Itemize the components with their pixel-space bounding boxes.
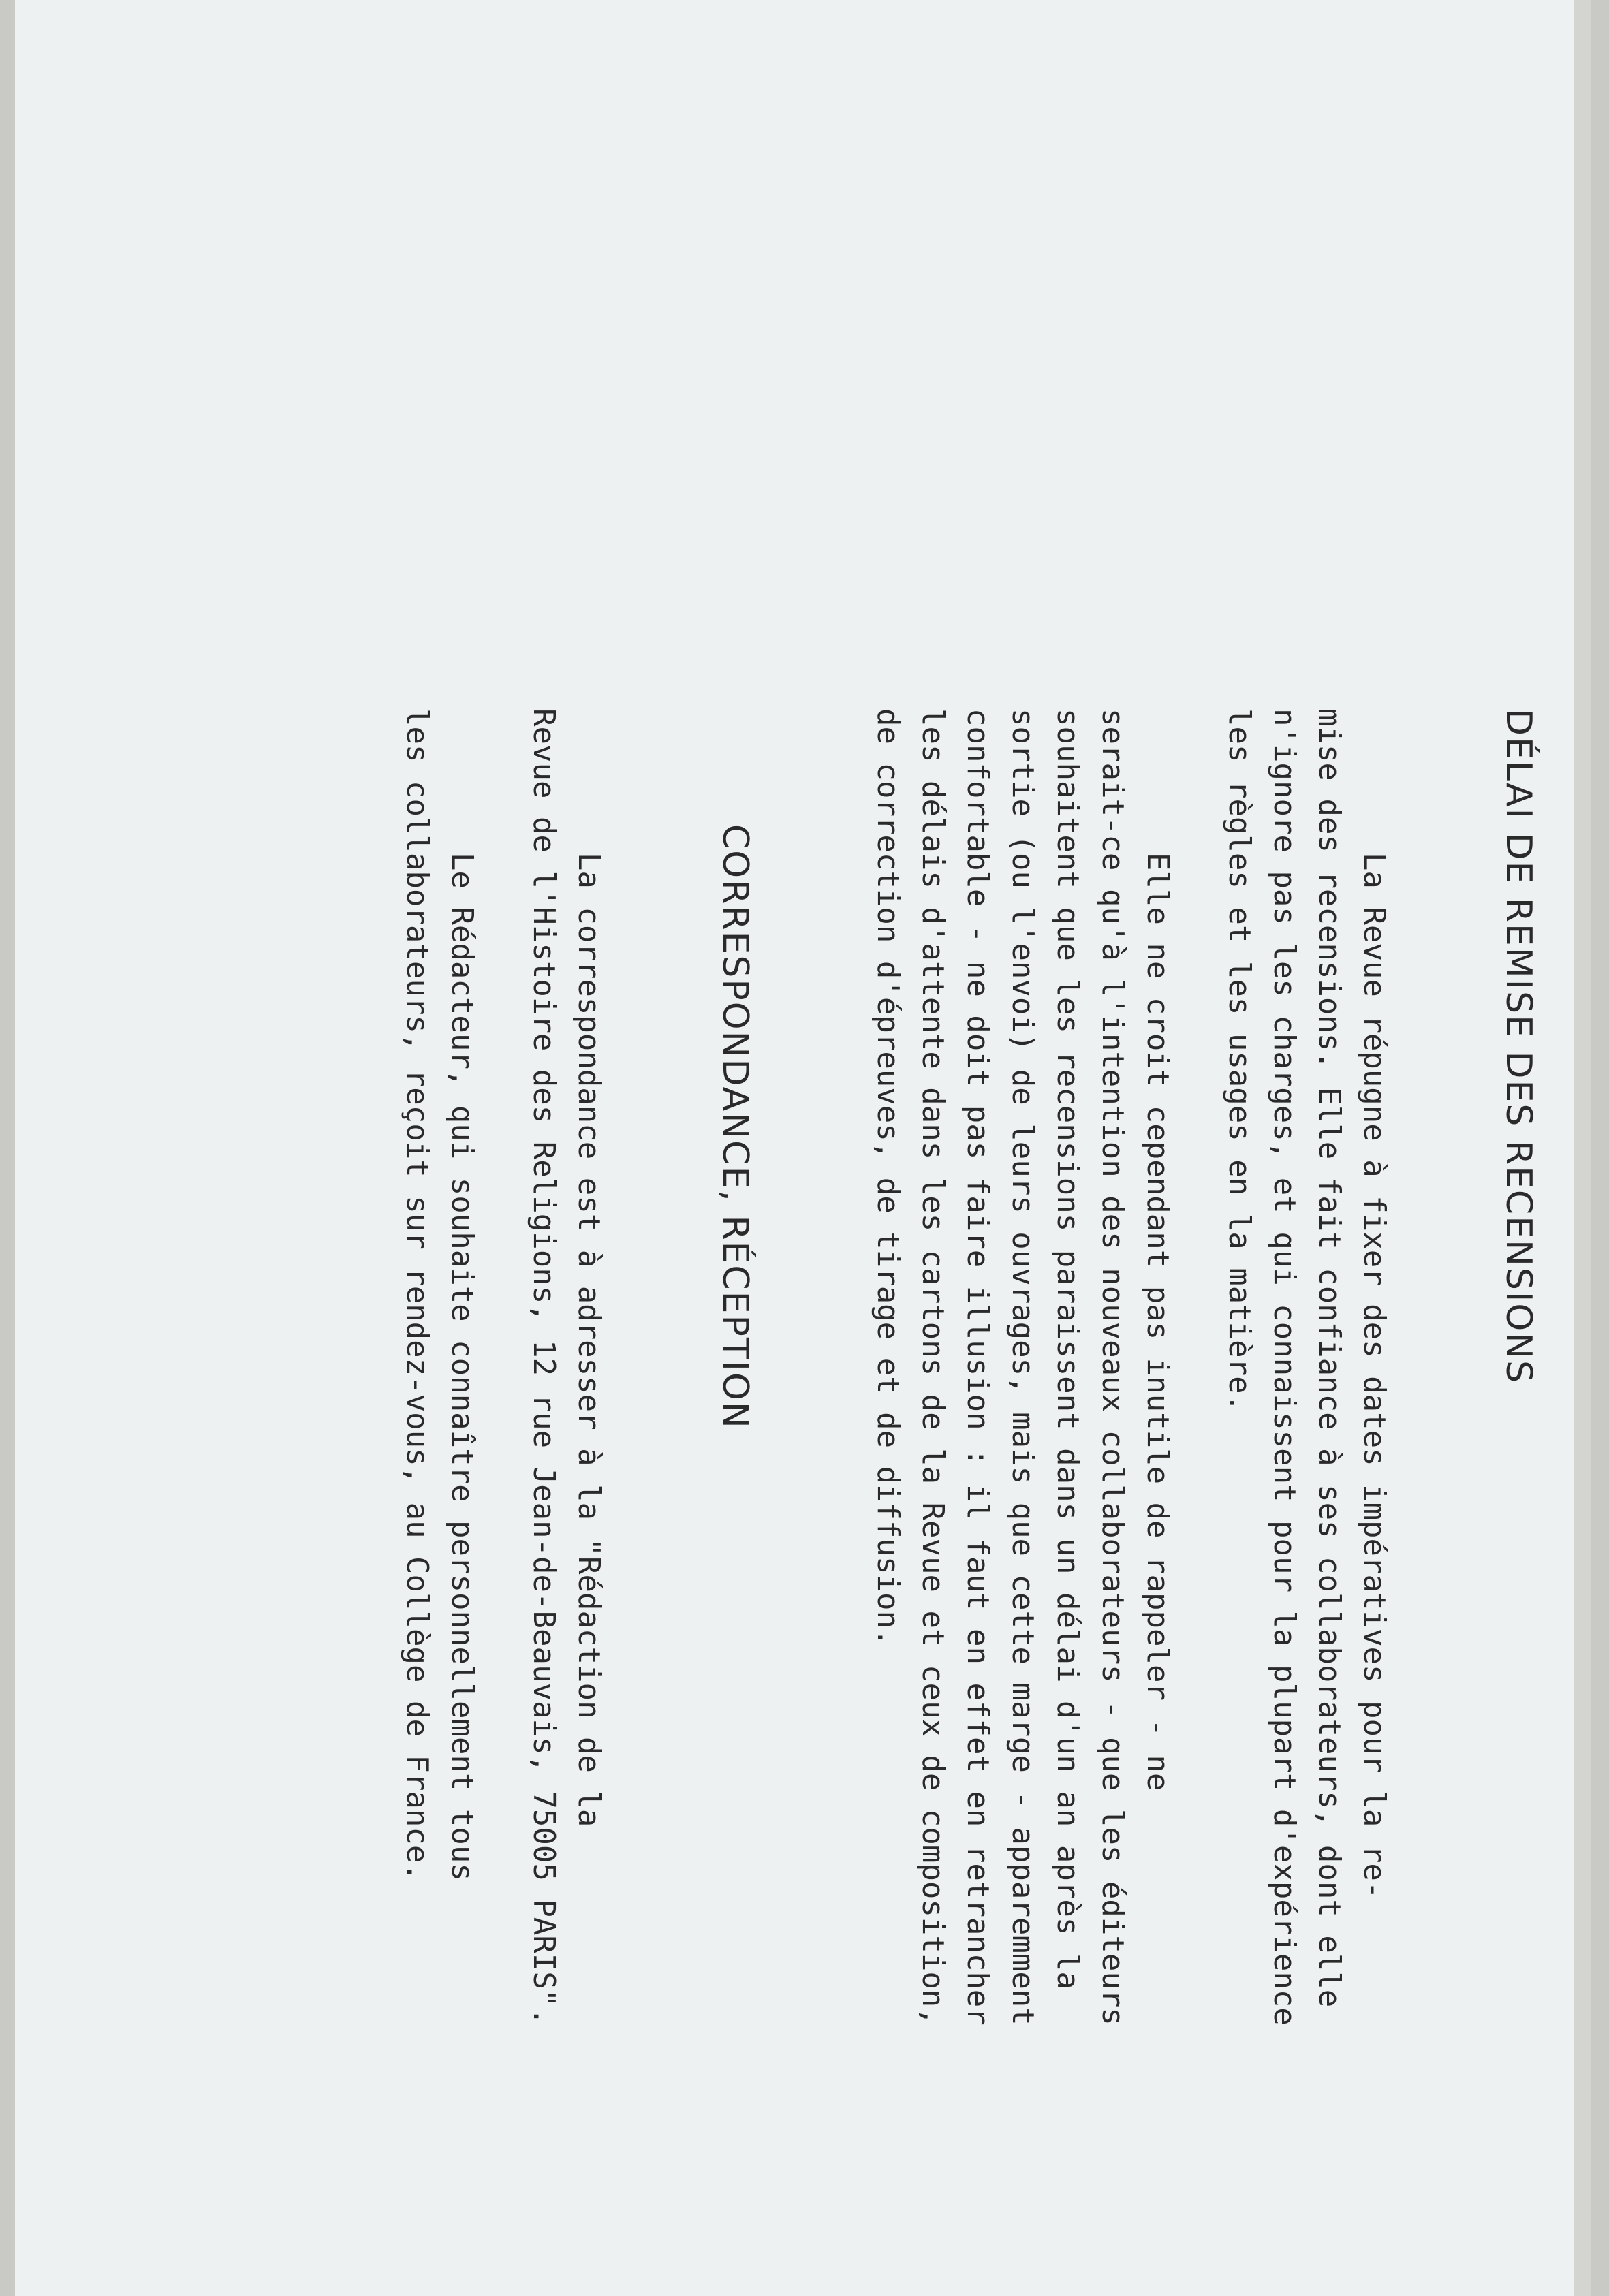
text-line: les règles et les usages en la matière.: [1222, 708, 1257, 1413]
text-line: les collaborateurs, reçoit sur rendez-vous, au Collège de France.: [400, 708, 435, 1881]
text-line: Elle ne croit cependant pas inutile de rappeler - ne: [1140, 708, 1175, 1791]
document-page: [15, 0, 1591, 2296]
text-line: confortable - ne doit pas faire illusion : il faut en effet en retrancher: [960, 708, 995, 2026]
text-line: Le Rédacteur, qui souhaite connaître personnellement tous: [445, 708, 480, 1881]
text-line: souhaitent que les recensions paraissent dans un délai d'un an après la: [1050, 708, 1085, 1990]
text-line: mise des recensions. Elle fait confiance à ses collaborateurs, dont elle: [1312, 708, 1347, 2008]
text-line: les délais d'attente dans les cartons de la Revue et ceux de composition,: [916, 708, 950, 2026]
section-title-correspondance: CORRESPONDANCE, RÉCEPTION: [715, 824, 755, 1430]
text-line: La Revue répugne à fixer des dates impératives pour la re-: [1357, 708, 1392, 1900]
section-title-delai: DÉLAI DE REMISE DES RECENSIONS: [1498, 708, 1539, 1385]
text-line: sortie (ou l'envoi) de leurs ouvrages, mais que cette marge - apparemment: [1005, 708, 1040, 2026]
page-edge: [1574, 0, 1591, 2296]
rotated-text-block: [342, 708, 1541, 2139]
text-line: n'ignore pas les charges, et qui connaissent pour la plupart d'expérience: [1267, 708, 1302, 2026]
text-line: de correction d'épreuves, de tirage et de diffusion.: [871, 708, 905, 1647]
text-line: serait-ce qu'à l'intention des nouveaux collaborateurs - que les éditeurs: [1095, 708, 1130, 2026]
text-line: La correspondance est à adresser à la "Rédaction de la: [572, 708, 606, 1827]
text-line: Revue de l'Histoire des Religions, 12 rue Jean-de-Beauvais, 75005 PARIS".: [527, 708, 561, 2026]
